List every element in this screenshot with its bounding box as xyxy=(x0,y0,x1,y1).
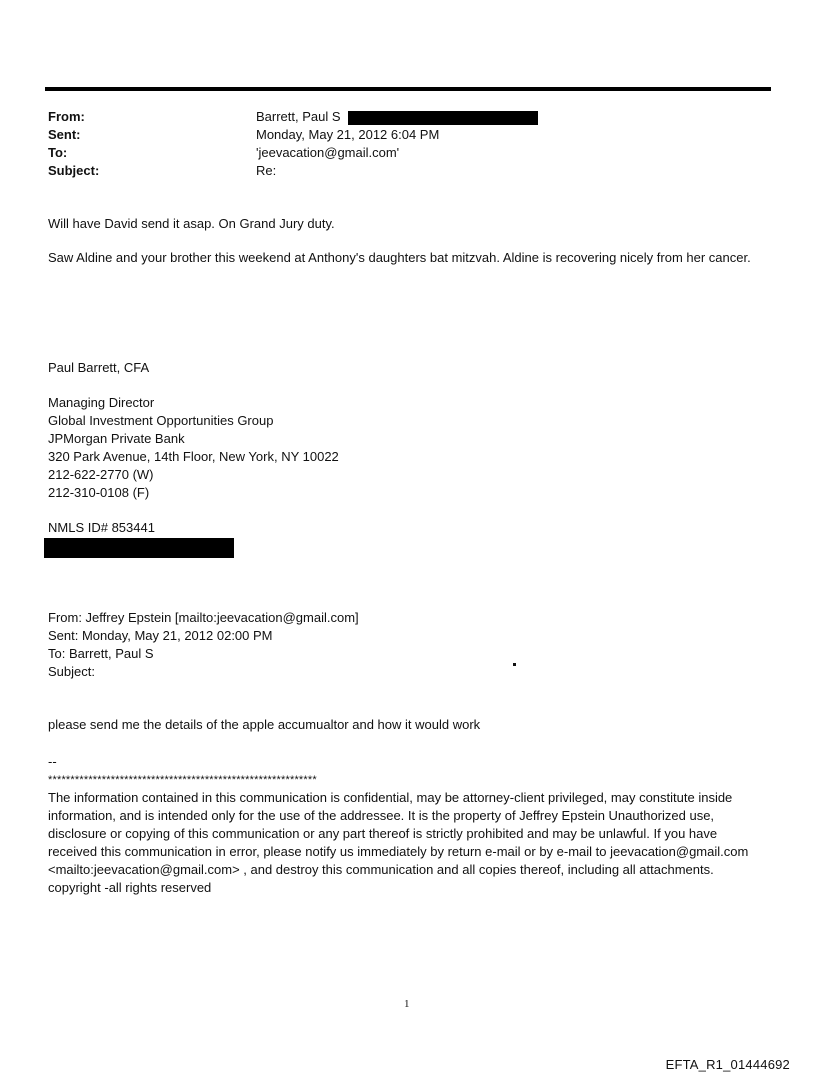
signature-phone: 212-622-2770 (W) xyxy=(48,467,154,482)
stray-dot xyxy=(513,663,516,666)
subject-value: Re: xyxy=(256,163,277,178)
quoted-message xyxy=(48,716,768,734)
disclaimer-text: The information contained in this communication is confidential, may be attorney-client privileged, may constitute inside information, and is intended only for the use of the addressee. It is the property of Jeffrey Epstein Unauthorized use, disclosure or copying of this communication or any part thereof is strictly prohibited and may be unlawful. If you have received this communication in error, please notify us immediately by return e-mail or by e-mail to jeevacation@gmail.com <mailto:jeevacation@gmail.com> , and destroy this communication and all copies thereof, including all attachments. copyright -all rights reserved xyxy=(48,790,749,895)
quoted-from: From: Jeffrey Epstein [mailto:jeevacation@gmail.com] xyxy=(48,610,359,625)
signature-name: Paul Barrett, CFA xyxy=(48,360,150,375)
signature xyxy=(48,359,768,558)
redaction-bar xyxy=(348,111,538,125)
star-separator: ************************************************************ xyxy=(48,774,317,786)
signature-dashes: -- xyxy=(48,754,57,769)
body-line-2: Saw Aldine and your brother this weekend at Anthony's daughters bat mitzvah. Aldine is recovering nicely from her cancer. xyxy=(48,250,751,265)
signature-fax: 212-310-0108 (F) xyxy=(48,485,150,500)
quoted-subject: Subject: xyxy=(48,664,95,679)
subject-row xyxy=(48,162,538,180)
from-value: Barrett, Paul S xyxy=(256,109,341,124)
header-rule xyxy=(45,87,771,91)
quoted-to: To: Barrett, Paul S xyxy=(48,646,154,661)
sent-label: Sent: xyxy=(48,127,81,142)
from-label: From: xyxy=(48,109,85,124)
body-line-1: Will have David send it asap. On Grand Jury duty. xyxy=(48,216,335,231)
to-row xyxy=(48,144,538,162)
redaction-bar xyxy=(44,538,234,558)
from-row xyxy=(48,108,538,126)
email-header xyxy=(48,108,538,180)
sent-value: Monday, May 21, 2012 6:04 PM xyxy=(256,127,440,142)
sent-row xyxy=(48,126,538,144)
signature-nmls: NMLS ID# 853441 xyxy=(48,520,155,535)
signature-company: JPMorgan Private Bank xyxy=(48,431,185,446)
signature-title: Managing Director xyxy=(48,395,155,410)
to-label: To: xyxy=(48,145,68,160)
signature-address: 320 Park Avenue, 14th Floor, New York, NY 10022 xyxy=(48,449,339,464)
message-body xyxy=(48,215,768,267)
to-value: 'jeevacation@gmail.com' xyxy=(256,145,400,160)
quoted-header xyxy=(48,609,768,681)
disclaimer-block xyxy=(48,753,768,897)
bates-number: EFTA_R1_01444692 xyxy=(665,1057,790,1072)
subject-label: Subject: xyxy=(48,163,100,178)
quoted-sent: Sent: Monday, May 21, 2012 02:00 PM xyxy=(48,628,273,643)
page-number: 1 xyxy=(404,998,410,1010)
quoted-message-text: please send me the details of the apple accumualtor and how it would work xyxy=(48,717,481,732)
signature-group: Global Investment Opportunities Group xyxy=(48,413,274,428)
